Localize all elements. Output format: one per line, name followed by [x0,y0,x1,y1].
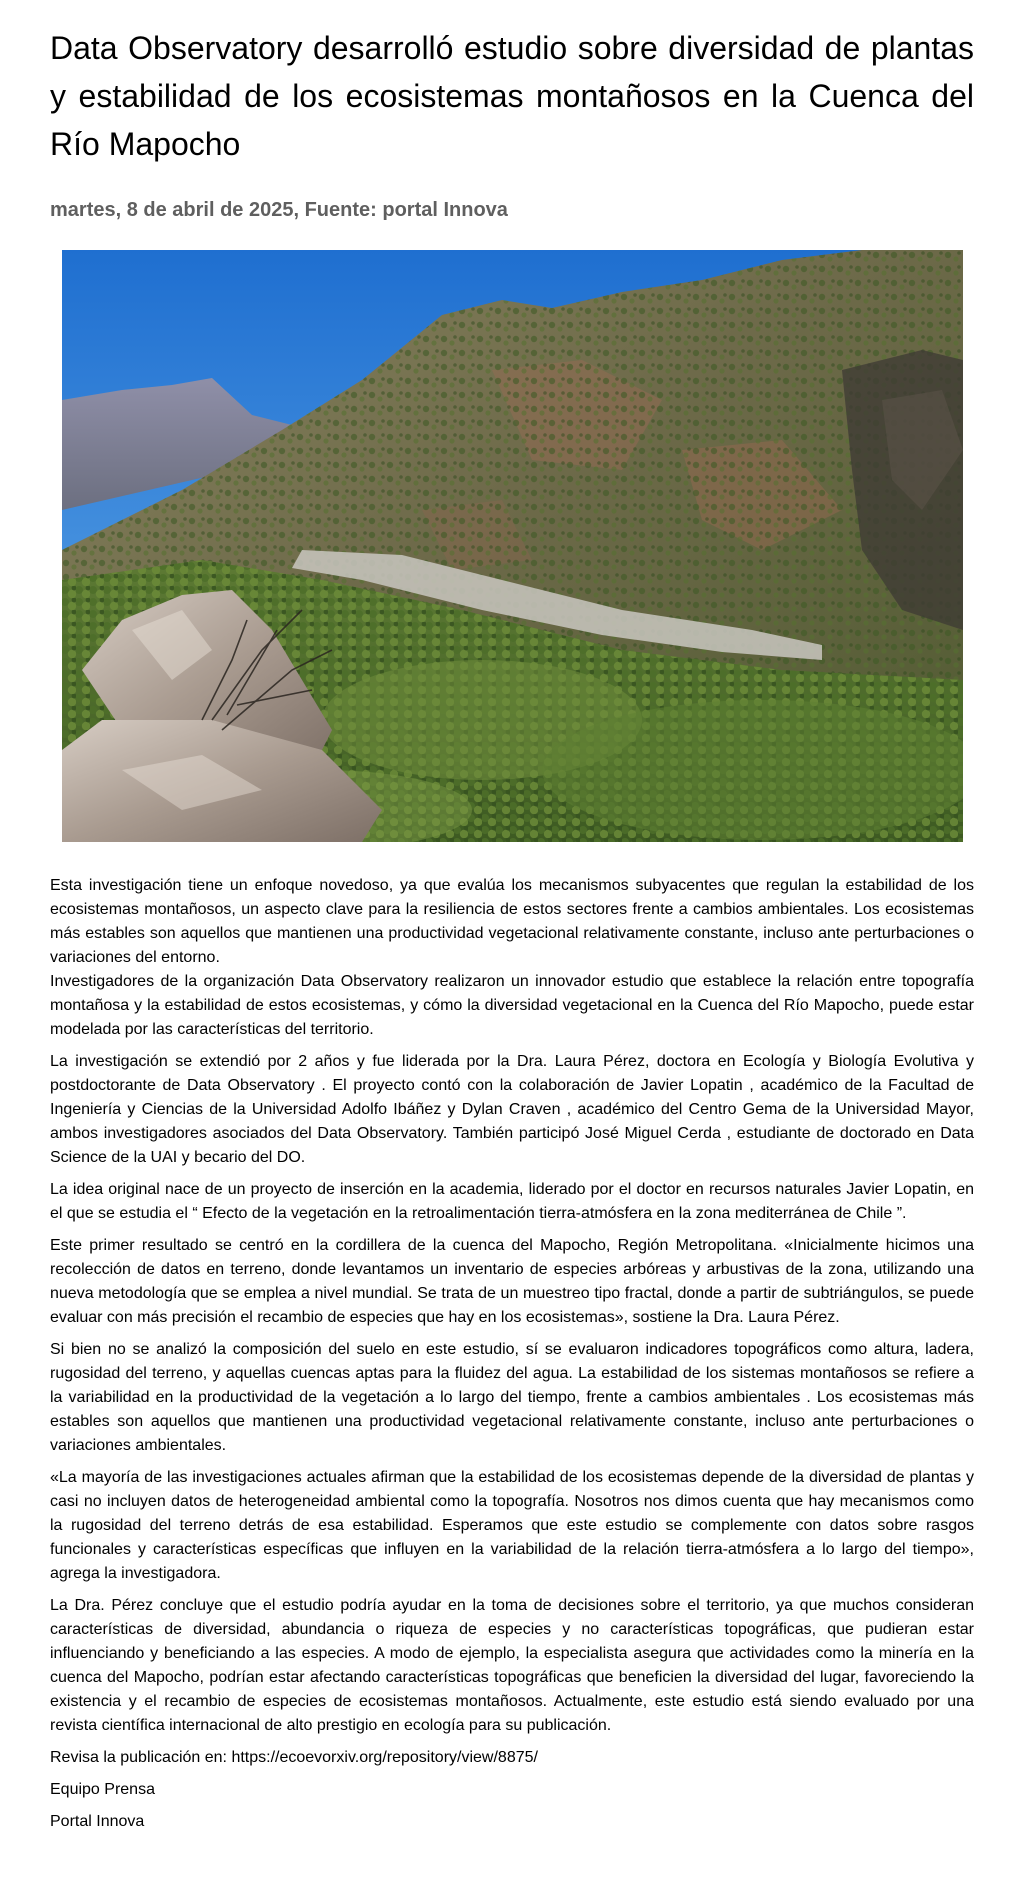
article-paragraph: Investigadores de la organización Data Observatory realizaron un innovador estudio que establece la relación entre topografía montañosa y la estabilidad de estos ecosistemas, y cómo la diversidad vegetacional en la Cuenca del Río Mapocho, puede estar modelada por las características del territorio. [50,973,974,1038]
article-paragraph: La idea original nace de un proyecto de inserción en la academia, liderado por el doctor en recursos naturales Javier Lopatin, en el que se estudia el “ Efecto de la vegetación en la retroalimentación tierra-atmósfera en la zona mediterránea de Chile ”. [50,1181,974,1222]
publication-link[interactable]: Revisa la publicación en: https://ecoevorxiv.org/repository/view/8875/ [50,1749,538,1766]
signature-source: Portal Innova [50,1813,145,1830]
article-paragraph: Este primer resultado se centró en la cordillera de la cuenca del Mapocho, Región Metropolitana. «Inicialmente hicimos una recolección de datos en terreno, donde levantamos un inventario de especies arbóreas y arbustivas de la zona, utilizando una nueva metodología que se emplea a nivel mundial. Se trata de un muestreo tipo fractal, donde a partir de subtriángulos, se puede evaluar con más precisión el recambio de especies que hay en los ecosistemas», sostiene la Dra. Laura Pérez. [50,1237,974,1326]
article-paragraph: «La mayoría de las investigaciones actuales afirman que la estabilidad de los ecosistemas depende de la diversidad de plantas y casi no incluyen datos de heterogeneidad ambiental como la topografía. Nosotros nos dimos cuenta que hay mecanismos como la rugosidad del terreno detrás de esa estabilidad. Esperamos que este estudio se complemente con datos sobre rasgos funcionales y características específicas que influyen en la variabilidad de la relación tierra-atmósfera a lo largo del tiempo», agrega la investigadora. [50,1469,974,1582]
article-title: Data Observatory desarrolló estudio sobre diversidad de plantas y estabilidad de los ecosistemas montañosos en la Cuenca del Río Mapocho [50,30,974,162]
article-paragraph: Si bien no se analizó la composición del suelo en este estudio, sí se evaluaron indicadores topográficos como altura, ladera, rugosidad del terreno, y aquellas cuencas aptas para la fluidez del agua. La estabilidad de los sistemas montañosos se refiere a la variabilidad en la productividad de la vegetación a lo largo del tiempo, frente a cambios ambientales . Los ecosistemas más estables son aquellos que mantienen una productividad vegetacional relativamente constante, incluso ante perturbaciones o variaciones ambientales. [50,1341,974,1454]
article-paragraph: Esta investigación tiene un enfoque novedoso, ya que evalúa los mecanismos subyacentes que regulan la estabilidad de los ecosistemas montañosos, un aspecto clave para la resiliencia de estos sectores frente a cambios ambientales. Los ecosistemas más estables son aquellos que mantienen una productividad vegetacional relativamente constante, incluso ante perturbaciones o variaciones del entorno. [50,877,974,966]
signature-team: Equipo Prensa [50,1781,155,1798]
article-byline: martes, 8 de abril de 2025, Fuente: portal Innova [50,199,508,221]
article-body [50,874,974,1834]
article-hero-image [62,250,963,842]
mountain-valley-photo [62,250,963,842]
article-paragraph: La Dra. Pérez concluye que el estudio podría ayudar en la toma de decisiones sobre el territorio, ya que muchos consideran características de diversidad, abundancia o riqueza de especies y no características topográficas, que pudieran estar influenciando y beneficiando a las especies. A modo de ejemplo, la especialista asegura que actividades como la minería en la cuenca del Mapocho, podrían estar afectando características topográficas que beneficien la diversidad del lugar, favoreciendo la existencia y el recambio de especies de ecosistemas montañosos. Actualmente, este estudio está siendo evaluado por una revista científica internacional de alto prestigio en ecología para su publicación. [50,1597,974,1734]
article-paragraph: La investigación se extendió por 2 años y fue liderada por la Dra. Laura Pérez, doctora en Ecología y Biología Evolutiva y postdoctorante de Data Observatory . El proyecto contó con la colaboración de Javier Lopatin , académico de la Facultad de Ingeniería y Ciencias de la Universidad Adolfo Ibáñez y Dylan Craven , académico del Centro Gema de la Universidad Mayor, ambos investigadores asociados del Data Observatory. También participó José Miguel Cerda , estudiante de doctorado en Data Science de la UAI y becario del DO. [50,1053,974,1166]
